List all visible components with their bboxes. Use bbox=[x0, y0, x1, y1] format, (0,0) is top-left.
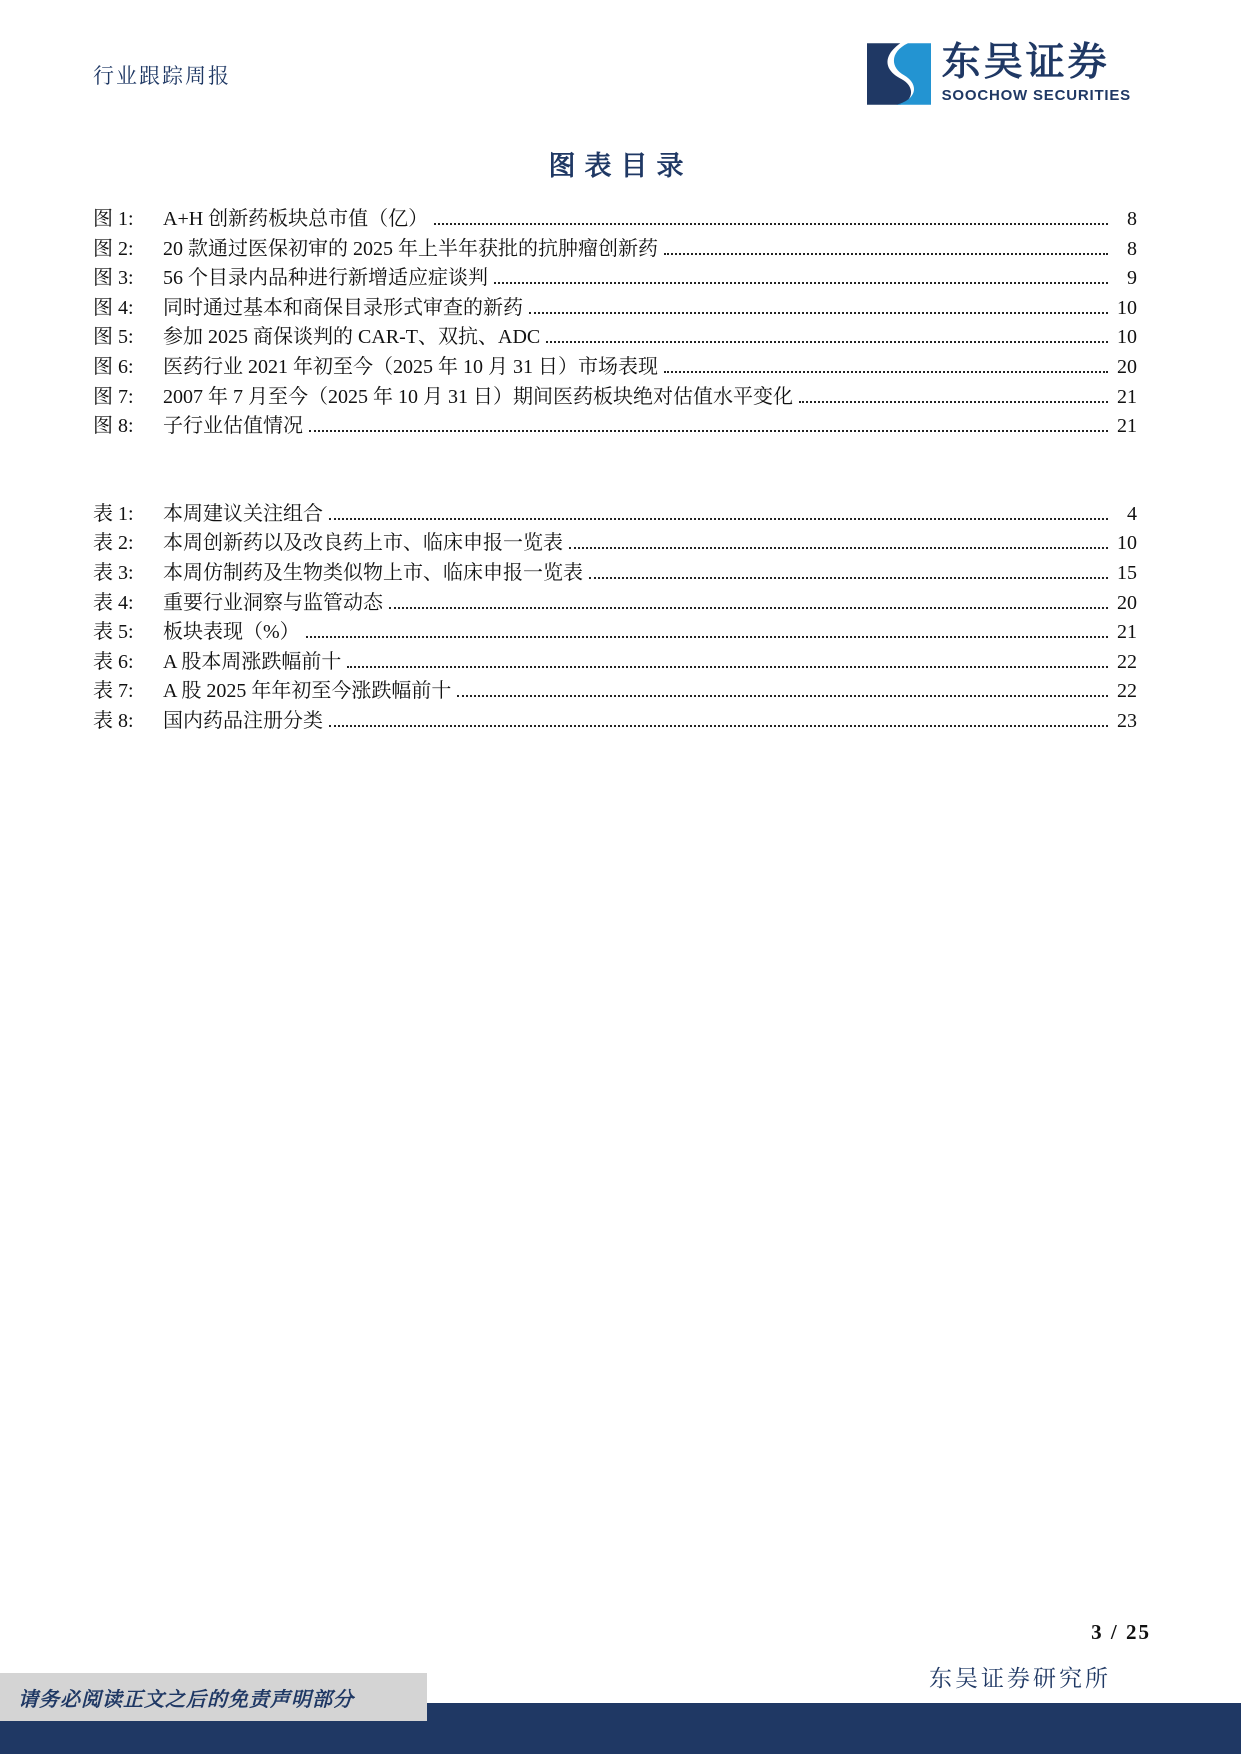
toc-dot-leader bbox=[664, 253, 1108, 255]
toc-entry-page: 21 bbox=[1117, 415, 1137, 438]
toc-entry-title: 子行业估值情况 bbox=[163, 415, 303, 438]
page-header bbox=[0, 0, 1241, 106]
toc-entry[interactable] bbox=[93, 707, 1137, 737]
toc-entry-label: 图 4: bbox=[93, 296, 134, 319]
brand-name-en: SOOCHOW SECURITIES bbox=[941, 86, 1131, 104]
toc-entry-title: 国内药品注册分类 bbox=[163, 709, 323, 732]
toc-entry-label: 表 3: bbox=[93, 561, 134, 584]
toc-dot-leader bbox=[306, 636, 1108, 638]
toc-entry-title: 2007 年 7 月至今（2025 年 10 月 31 日）期间医药板块绝对估值水平变化 bbox=[163, 385, 793, 408]
toc-entry[interactable] bbox=[93, 323, 1137, 353]
brand-logo bbox=[866, 42, 1131, 106]
toc-entry[interactable] bbox=[93, 412, 1137, 442]
toc-entry[interactable] bbox=[93, 353, 1137, 383]
toc-entry[interactable] bbox=[93, 677, 1137, 707]
toc-entry-page: 21 bbox=[1117, 621, 1137, 644]
toc-entry-label: 表 4: bbox=[93, 591, 134, 614]
toc-entry[interactable] bbox=[93, 559, 1137, 589]
toc-dot-leader bbox=[589, 577, 1108, 579]
toc-entry-page: 22 bbox=[1117, 680, 1137, 703]
toc-entry-label: 表 7: bbox=[93, 680, 134, 703]
toc-entry-label: 表 2: bbox=[93, 532, 134, 555]
page-title: 图表目录 bbox=[548, 151, 693, 181]
page-indicator: 3 / 25 bbox=[1091, 1620, 1151, 1644]
toc-dot-leader bbox=[329, 518, 1108, 520]
toc-entry[interactable] bbox=[93, 235, 1137, 265]
toc-entry[interactable] bbox=[93, 383, 1137, 413]
toc-entry-page: 8 bbox=[1127, 208, 1137, 230]
toc-entry-label: 表 1: bbox=[93, 502, 134, 525]
toc-entry-page: 23 bbox=[1117, 709, 1137, 732]
toc-entry[interactable] bbox=[93, 618, 1137, 648]
research-institute-label: 东吴证券研究所 bbox=[929, 1666, 1111, 1691]
toc-entry-label: 表 8: bbox=[93, 709, 134, 732]
toc-dot-leader bbox=[347, 666, 1108, 668]
toc-entry[interactable] bbox=[93, 648, 1137, 678]
toc-entry[interactable] bbox=[93, 205, 1137, 235]
toc-entry-page: 10 bbox=[1117, 532, 1137, 555]
toc-dot-leader bbox=[546, 341, 1108, 343]
report-type-label: 行业跟踪周报 bbox=[93, 64, 231, 88]
figure-toc-list bbox=[93, 205, 1137, 442]
toc-entry-label: 图 3: bbox=[93, 267, 134, 290]
brand-text bbox=[942, 42, 1131, 104]
toc-entry-page: 10 bbox=[1117, 326, 1137, 349]
toc-entry-page: 21 bbox=[1117, 385, 1137, 408]
toc-entry[interactable] bbox=[93, 294, 1137, 324]
toc-entry-page: 22 bbox=[1117, 650, 1137, 673]
toc-entry-page: 4 bbox=[1127, 502, 1137, 525]
brand-name-cn: 东吴证券 bbox=[941, 41, 1110, 84]
toc-entry-label: 图 7: bbox=[93, 385, 134, 408]
toc-entry-title: 本周仿制药及生物类似物上市、临床申报一览表 bbox=[163, 561, 583, 584]
toc-entry-title: 同时通过基本和商保目录形式审查的新药 bbox=[163, 296, 523, 319]
toc-entry-label: 图 1: bbox=[93, 208, 134, 230]
toc-entry[interactable] bbox=[93, 500, 1137, 530]
toc-entry-page: 10 bbox=[1117, 296, 1137, 319]
toc-dot-leader bbox=[529, 312, 1108, 314]
toc-entry[interactable] bbox=[93, 264, 1137, 294]
toc-dot-leader bbox=[329, 725, 1108, 727]
toc-entry-page: 15 bbox=[1117, 561, 1137, 584]
toc-dot-leader bbox=[457, 695, 1108, 697]
toc-entry-label: 表 6: bbox=[93, 650, 134, 673]
toc-entry-title: 本周创新药以及改良药上市、临床申报一览表 bbox=[163, 532, 563, 555]
toc-entry-title: A+H 创新药板块总市值（亿） bbox=[163, 208, 429, 230]
soochow-logo-icon bbox=[866, 42, 932, 106]
disclaimer-text: 请务必阅读正文之后的免责声明部分 bbox=[18, 1688, 354, 1711]
toc-entry-title: 医药行业 2021 年初至今（2025 年 10 月 31 日）市场表现 bbox=[163, 355, 658, 378]
toc-entry-title: 56 个目录内品种进行新增适应症谈判 bbox=[163, 267, 488, 290]
toc-entry-page: 20 bbox=[1117, 355, 1137, 378]
toc-entry-title: 重要行业洞察与监管动态 bbox=[163, 591, 383, 614]
toc-dot-leader bbox=[309, 430, 1108, 432]
toc-dot-leader bbox=[389, 607, 1108, 609]
toc-entry-title: 参加 2025 商保谈判的 CAR-T、双抗、ADC bbox=[163, 326, 541, 349]
toc-entry-title: 20 款通过医保初审的 2025 年上半年获批的抗肿瘤创新药 bbox=[163, 237, 658, 260]
disclaimer-note bbox=[0, 1673, 427, 1721]
toc-entry-label: 图 6: bbox=[93, 355, 134, 378]
toc-entry-title: A 股本周涨跌幅前十 bbox=[163, 650, 342, 673]
toc-dot-leader bbox=[569, 547, 1108, 549]
toc-entry-title: 板块表现（%） bbox=[163, 621, 300, 644]
toc-dot-leader bbox=[799, 401, 1108, 403]
toc-entry[interactable] bbox=[93, 529, 1137, 559]
toc-entry-title: A 股 2025 年年初至今涨跌幅前十 bbox=[163, 680, 452, 703]
toc-entry-label: 表 5: bbox=[93, 621, 134, 644]
toc-entry-label: 图 2: bbox=[93, 237, 134, 260]
toc-entry-page: 20 bbox=[1117, 591, 1137, 614]
toc-entry-label: 图 5: bbox=[93, 326, 134, 349]
toc-dot-leader bbox=[664, 371, 1108, 373]
table-toc-list bbox=[93, 500, 1137, 737]
toc-entry-page: 9 bbox=[1127, 267, 1137, 290]
toc-entry-label: 图 8: bbox=[93, 415, 134, 438]
toc-entry-title: 本周建议关注组合 bbox=[163, 502, 323, 525]
toc-entry-page: 8 bbox=[1127, 237, 1137, 260]
toc-dot-leader bbox=[434, 223, 1108, 225]
toc-dot-leader bbox=[494, 282, 1108, 284]
toc-entry[interactable] bbox=[93, 589, 1137, 619]
